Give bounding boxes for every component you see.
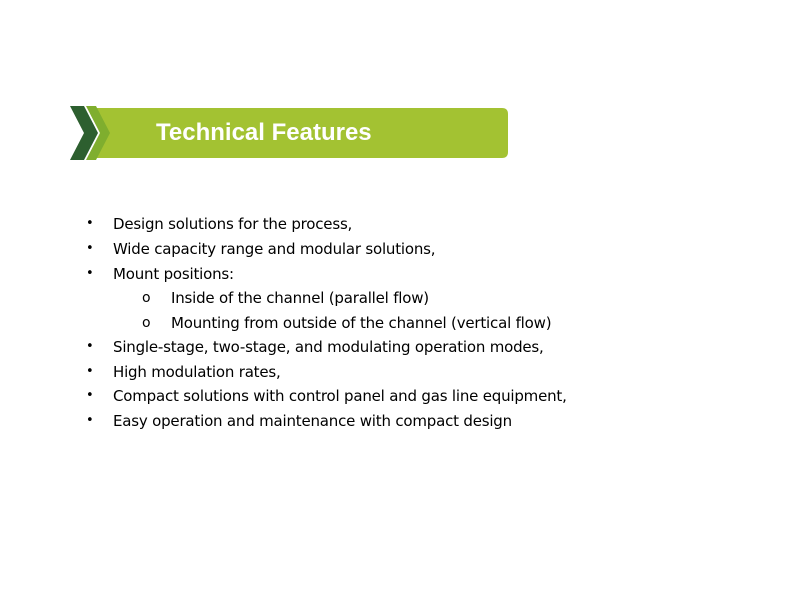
bullet-icon: • — [86, 388, 94, 403]
list-item-text: Design solutions for the process, — [113, 215, 353, 233]
bullet-icon: • — [86, 241, 94, 256]
sub-list-item-text: Inside of the channel (parallel flow) — [171, 289, 429, 307]
list-item-text: Compact solutions with control panel and gas line equipment, — [113, 387, 567, 405]
list-item-text: Easy operation and maintenance with compact design — [113, 412, 512, 430]
sub-bullet-icon: o — [142, 290, 151, 306]
bullet-icon: • — [86, 216, 94, 231]
list-item-text: Single-stage, two-stage, and modulating operation modes, — [113, 338, 544, 356]
list-item-text: High modulation rates, — [113, 363, 281, 381]
list-item-text: Mount positions: — [113, 265, 234, 283]
section-title: Technical Features — [156, 119, 372, 146]
bullet-icon: • — [86, 339, 94, 354]
sub-list-item-text: Mounting from outside of the channel (vertical flow) — [171, 314, 552, 332]
list-item-text: Wide capacity range and modular solutions, — [113, 240, 436, 258]
section-header-banner — [70, 106, 510, 160]
bullet-icon: • — [86, 413, 94, 428]
sub-bullet-icon: o — [142, 315, 151, 331]
bullet-icon: • — [86, 364, 94, 379]
bullet-icon: • — [86, 266, 94, 281]
